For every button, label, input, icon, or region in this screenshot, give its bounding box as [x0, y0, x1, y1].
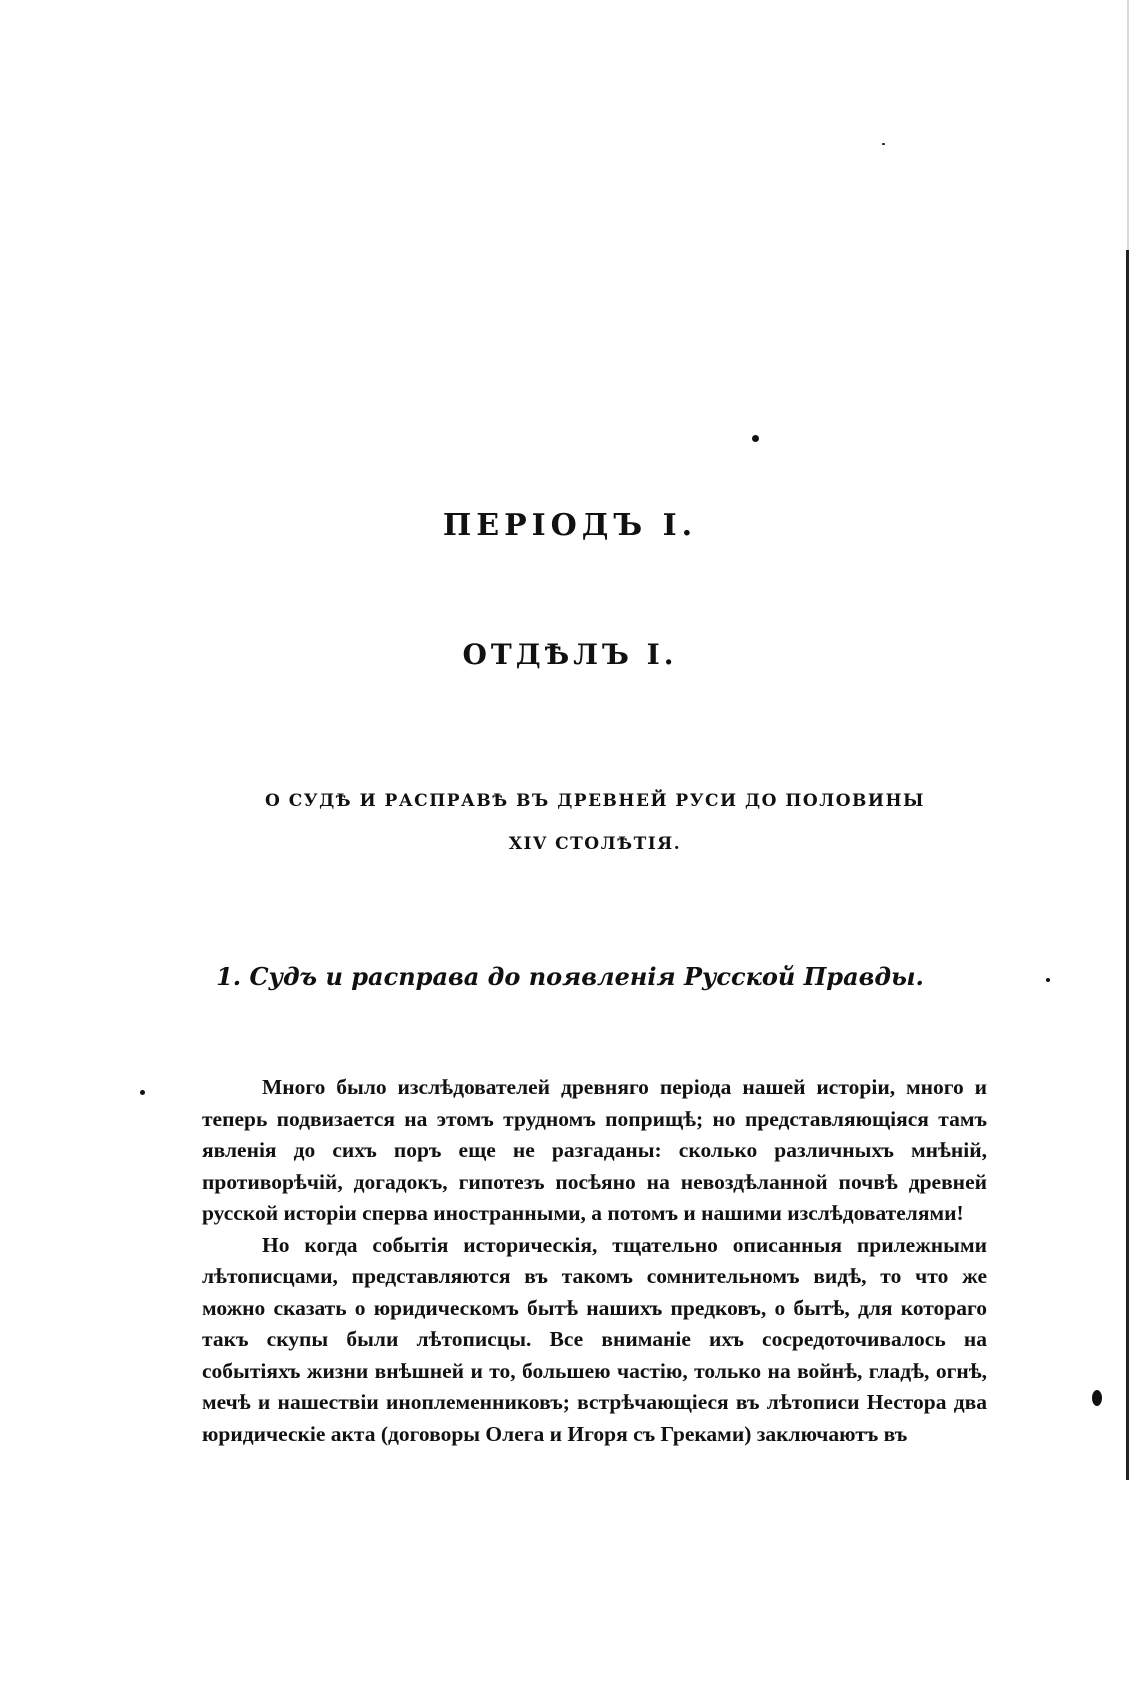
ink-speck — [882, 143, 885, 145]
ink-speck — [140, 1090, 145, 1095]
section-title: ОТДѢЛЪ I. — [462, 638, 678, 671]
ink-speck — [1092, 1390, 1102, 1406]
paragraph: Но когда событія историческія, тщательно описанныя прилежными лѣтописцами, представляются въ такомъ сомнительномъ видѣ, то что же можно сказать о юридическомъ бытѣ нашихъ предковъ, о бытѣ, для котораго такъ скупы были лѣтописцы. Все вниманіе ихъ сосредоточивалось на событіяхъ жизни внѣшней и то, большею частію, только на войнѣ, гладѣ, огнѣ, мечѣ и нашествіи иноплеменниковъ; встрѣчающіеся въ лѣтописи Нестора два юридическіе акта (договоры Олега и Игоря съ Греками) заключаютъ въ — [202, 1232, 987, 1446]
chapter-subheading: 1. Судъ и расправа до появленія Русской Правды. — [216, 962, 924, 991]
body-text — [202, 1072, 987, 1450]
page-edge-shadow — [1127, 0, 1129, 250]
section-subtitle: О СУДѢ И РАСПРАВѢ ВЪ ДРЕВНЕЙ РУСИ ДО ПОЛОВИНЫ XIV СТОЛѢТІЯ. — [265, 791, 925, 854]
paragraph: Много было изслѣдователей древняго періода нашей исторіи, много и теперь подвизается на этомъ трудномъ поприщѣ; но представляющіяся тамъ явленія до сихъ поръ еще не разгаданы: сколько различныхъ мнѣній, противорѣчій, догадокъ, гипотезъ посѣяно на невоздѣланной почвѣ древней русской исторіи сперва иностранными, а потомъ и нашими изслѣдователями! — [202, 1075, 987, 1225]
ink-speck — [752, 435, 759, 442]
period-title: ПЕРІОДЪ I. — [442, 508, 698, 543]
page-edge-line — [1126, 250, 1129, 1480]
